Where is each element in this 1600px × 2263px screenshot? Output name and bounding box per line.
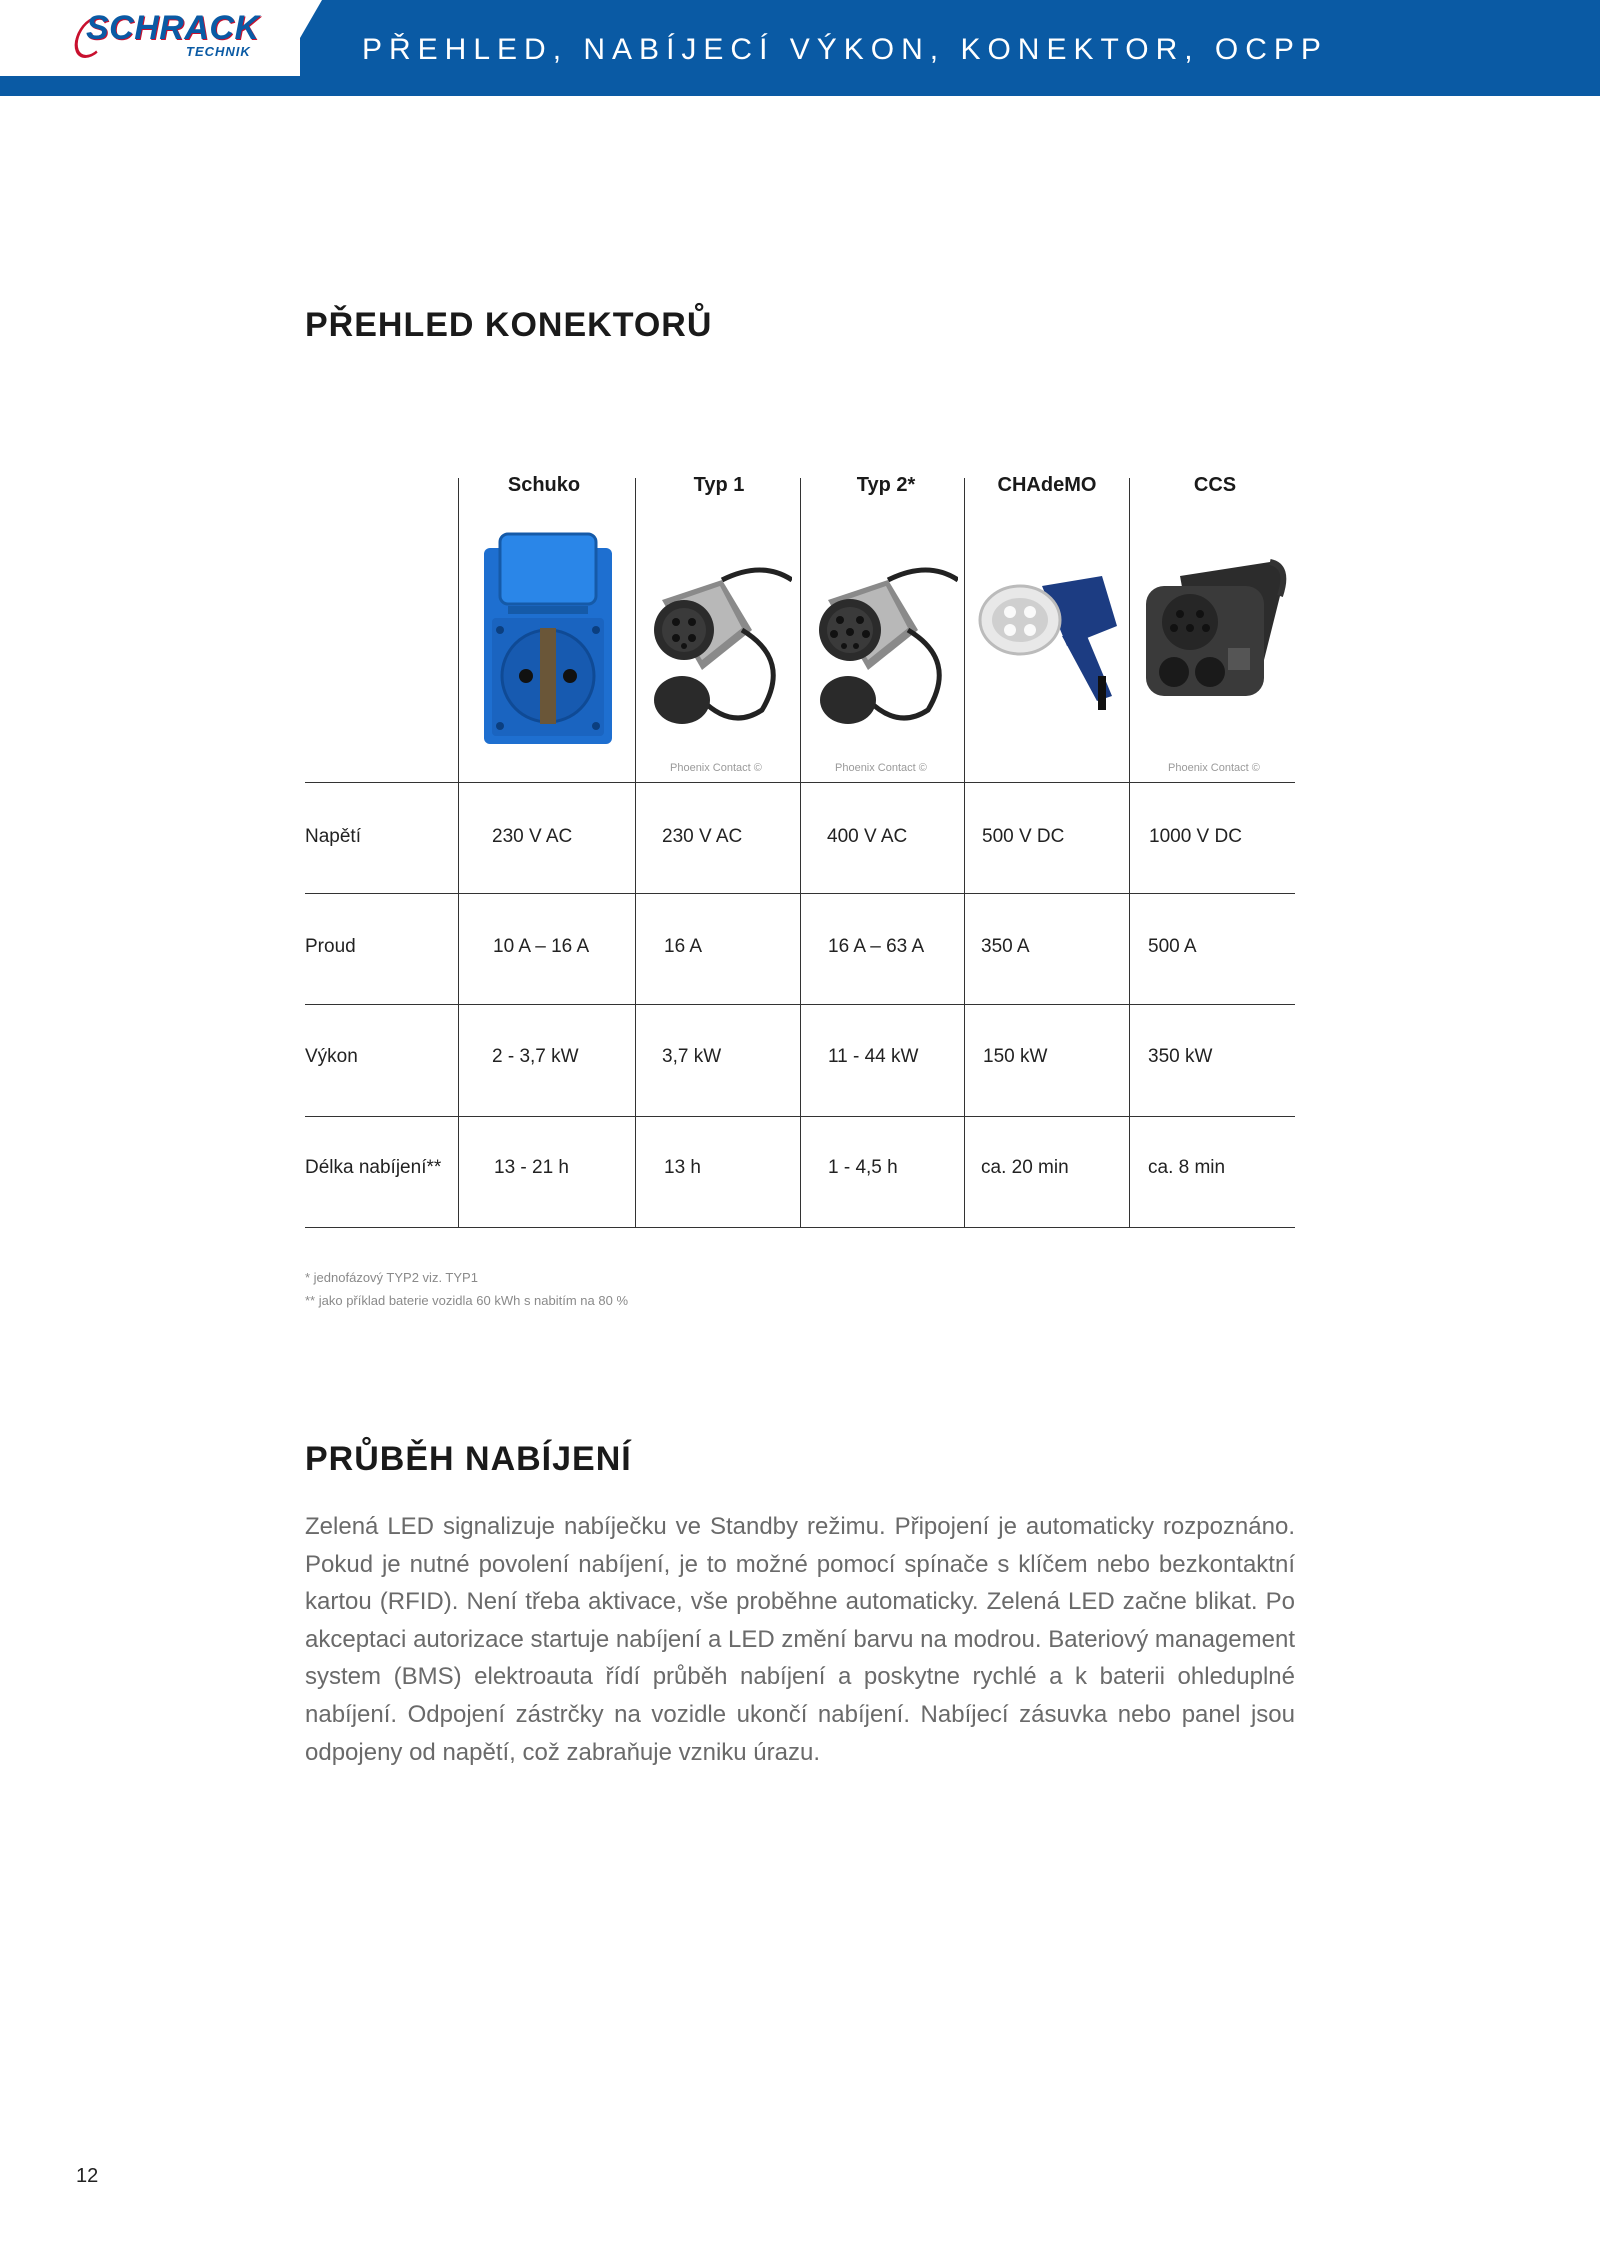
footnote: * jednofázový TYP2 viz. TYP1 — [305, 1270, 478, 1285]
page-number: 12 — [76, 2165, 99, 2187]
table-cell: 13 - 21 h — [494, 1157, 569, 1178]
table-cell: 500 A — [1148, 936, 1197, 957]
header-title: PŘEHLED, NABÍJECÍ VÝKON, KONEKTOR, OCPP — [362, 33, 1328, 66]
table-cell: 230 V AC — [662, 826, 743, 847]
table-row-divider — [305, 1004, 1295, 1005]
schuko-socket-image — [478, 530, 618, 754]
table-cell: 11 - 44 kW — [828, 1046, 919, 1067]
table-row-divider — [305, 893, 1295, 894]
charging-process-paragraph: Zelená LED signalizuje nabíječku ve Standby režimu. Připojení je automaticky rozpoznáno. Pokud je nutné povolení nabíjení, je to možné pomocí spínače s klíčem nebo bezkontaktní kartou (RFID). Není třeba aktivace, vše proběhne automaticky. Zelená LED začne blikat. Po akceptaci autorizace startuje nabíjení a LED změní barvu na modrou. Bateriový management system (BMS) elektroauta řídí průběh nabíjení a poskytne rychlé a k baterii ohleduplné nabíjení. Odpojení zástrčky na vozidle ukončí nabíjení. Nabíjecí zásuvka nebo panel jsou odpojeny od napětí, což zabraňuje vzniku úrazu. — [305, 1513, 1295, 1766]
chademo-connector-image — [972, 566, 1122, 716]
header-band — [0, 76, 1600, 96]
table-row-divider — [305, 782, 1295, 783]
logo-plate-slant — [278, 0, 322, 76]
table-cell: 150 kW — [983, 1046, 1048, 1067]
logo-wordmark: SCHRACK — [86, 9, 260, 47]
table-cell: 350 A — [981, 936, 1030, 957]
column-header-typ1: Typ 1 — [693, 474, 745, 496]
image-credit: Phoenix Contact © — [835, 762, 927, 774]
table-cell: 500 V DC — [982, 826, 1065, 847]
row-label-voltage: Napětí — [305, 826, 361, 847]
table-cell: 1000 V DC — [1149, 826, 1242, 847]
table-cell: 2 - 3,7 kW — [492, 1046, 579, 1067]
row-label-power: Výkon — [305, 1046, 358, 1067]
table-cell: 230 V AC — [492, 826, 573, 847]
column-header-typ2: Typ 2* — [856, 474, 916, 496]
image-credit: Phoenix Contact © — [670, 762, 762, 774]
row-label-current: Proud — [305, 936, 356, 957]
table-row-divider — [305, 1116, 1295, 1117]
table-cell: 350 kW — [1148, 1046, 1213, 1067]
typ2-connector-image — [808, 560, 958, 740]
table-cell: 16 A – 63 A — [828, 936, 925, 957]
table-cell: 1 - 4,5 h — [828, 1157, 898, 1178]
typ1-connector-image — [642, 560, 792, 740]
column-header-chademo: CHAdeMO — [997, 474, 1097, 496]
table-cell: 10 A – 16 A — [493, 936, 590, 957]
table-cell: 3,7 kW — [662, 1046, 722, 1067]
column-header-schuko: Schuko — [507, 474, 581, 496]
image-credit: Phoenix Contact © — [1168, 762, 1260, 774]
table-cell: ca. 8 min — [1148, 1157, 1226, 1178]
table-cell: ca. 20 min — [981, 1157, 1069, 1178]
column-header-ccs: CCS — [1193, 474, 1237, 496]
section-heading-charging-process: PRŮBĚH NABÍJENÍ — [305, 1440, 632, 1478]
logo-subtitle: TECHNIK — [186, 44, 251, 59]
table-row-divider — [305, 1227, 1295, 1228]
table-cell: 13 h — [664, 1157, 701, 1178]
ccs-connector-image — [1140, 556, 1290, 706]
page-header — [0, 0, 1600, 96]
section-heading-connectors: PŘEHLED KONEKTORŮ — [305, 306, 713, 344]
table-cell: 16 A — [664, 936, 703, 957]
table-cell: 400 V AC — [827, 826, 908, 847]
footnote: ** jako příklad baterie vozidla 60 kWh s nabitím na 80 % — [305, 1293, 629, 1308]
row-label-charging-time: Délka nabíjení** — [305, 1157, 442, 1178]
